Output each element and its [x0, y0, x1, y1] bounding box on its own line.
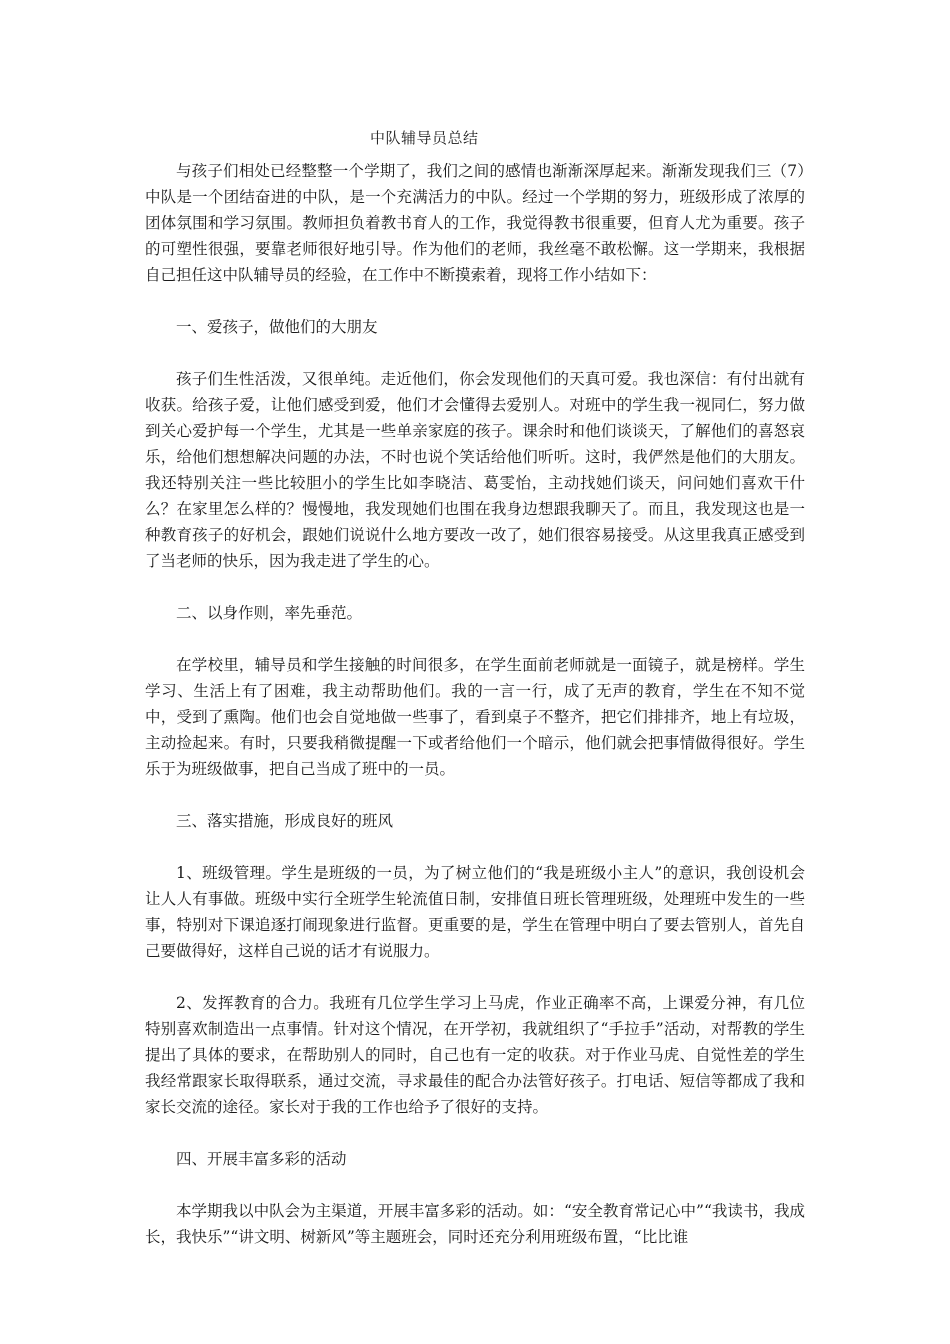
- document-title: 中队辅导员总结: [370, 129, 479, 147]
- document-page: [145, 118, 805, 1250]
- section-1-heading: 一、爱孩子，做他们的大朋友: [176, 318, 378, 336]
- section-1-paragraph: 孩子们生性活泼，又很单纯。走近他们，你会发现他们的天真可爱。我也深信：有付出就有收获。给孩子爱，让他们感受到爱，他们才会懂得去爱别人。对班中的学生我一视同仁，努力做到关心爱护每一个学生，尤其是一些单亲家庭的孩子。课余时和他们谈谈天，了解他们的喜怒哀乐，给他们想想解决问题的办法，不时也说个笑话给他们听听。这时，我俨然是他们的大朋友。我还特别关注一些比较胆小的学生比如李晓洁、葛雯怡，主动找她们谈天，问问她们喜欢干什么？在家里怎么样的？慢慢地，我发现她们也围在我身边想跟我聊天了。而且，我发现这也是一种教育孩子的好机会，跟她们说说什么地方要改一改了，她们很容易接受。从这里我真正感受到了当老师的快乐，因为我走进了学生的心。: [145, 370, 805, 570]
- section-2-heading: 二、以身作则，率先垂范。: [176, 604, 363, 622]
- section-4-heading: 四、开展丰富多彩的活动: [176, 1150, 347, 1168]
- section-2-paragraph: 在学校里，辅导员和学生接触的时间很多，在学生面前老师就是一面镜子，就是榜样。学生学习、生活上有了困难，我主动帮助他们。我的一言一行，成了无声的教育，学生在不知不觉中，受到了熏陶。他们也会自觉地做一些事了，看到桌子不整齐，把它们排排齐，地上有垃圾，主动捡起来。有时，只要我稍微提醒一下或者给他们一个暗示，他们就会把事情做得很好。学生乐于为班级做事，把自己当成了班中的一员。: [145, 656, 805, 778]
- intro-paragraph: 与孩子们相处已经整整一个学期了，我们之间的感情也渐渐深厚起来。渐渐发现我们三（7）中队是一个团结奋进的中队，是一个充满活力的中队。经过一个学期的努力，班级形成了浓厚的团体氛围和学习氛围。教师担负着教书育人的工作，我觉得教书很重要，但育人尤为重要。孩子的可塑性很强，要靠老师很好地引导。作为他们的老师，我丝毫不敢松懈。这一学期来，我根据自己担任这中队辅导员的经验，在工作中不断摸索着，现将工作小结如下：: [145, 162, 805, 284]
- section-3-item-2: 2、发挥教育的合力。我班有几位学生学习上马虎，作业正确率不高，上课爱分神，有几位特别喜欢制造出一点事情。针对这个情况，在开学初，我就组织了“手拉手”活动，对帮教的学生提出了具体的要求，在帮助别人的同时，自己也有一定的收获。对于作业马虎、自觉性差的学生我经常跟家长取得联系，通过交流，寻求最佳的配合办法管好孩子。打电话、短信等都成了我和家长交流的途径。家长对于我的工作也给予了很好的支持。: [145, 994, 805, 1116]
- section-3-item-1: 1、班级管理。学生是班级的一员，为了树立他们的“我是班级小主人”的意识，我创设机会让人人有事做。班级中实行全班学生轮流值日制，安排值日班长管理班级，处理班中发生的一些事，特别对下课追逐打闹现象进行监督。更重要的是，学生在管理中明白了要去管别人，首先自己要做得好，这样自己说的话才有说服力。: [145, 864, 805, 960]
- section-4-paragraph: 本学期我以中队会为主渠道，开展丰富多彩的活动。如：“安全教育常记心中”“我读书，我成长，我快乐”“讲文明、树新风”等主题班会，同时还充分利用班级布置，“比比谁: [145, 1202, 805, 1246]
- section-3-heading: 三、落实措施，形成良好的班风: [176, 812, 394, 830]
